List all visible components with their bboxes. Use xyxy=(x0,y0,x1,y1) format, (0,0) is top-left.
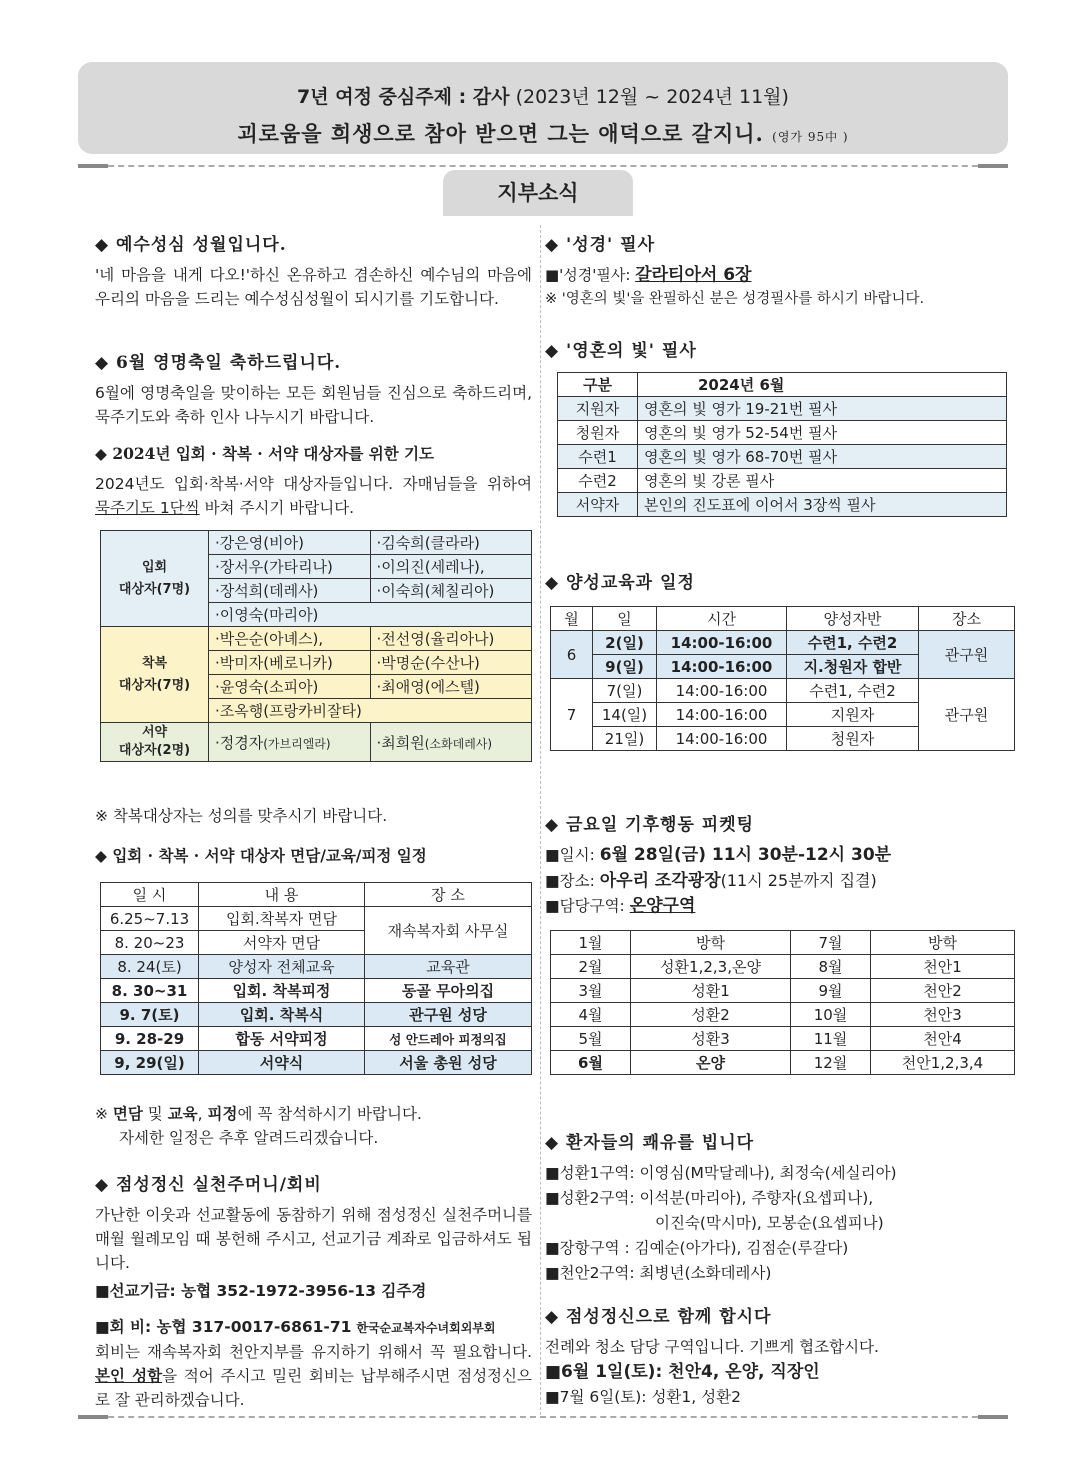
sacred-heart-title: ◆ 예수성심 성월입니다. xyxy=(95,235,287,255)
formation-section xyxy=(545,568,1015,601)
climate-table-wrap xyxy=(550,930,1015,1075)
candidate-cell: ·조옥행(프랑카비잘타) xyxy=(209,699,532,723)
quote-text: 괴로움을 희생으로 참아 받으면 그는 애덕으로 갈지니. xyxy=(237,121,764,146)
candidate-cell: ·박은순(아녜스), xyxy=(209,627,371,651)
feast-day-title: ◆ 6월 영명축일 축하드립니다. xyxy=(95,353,342,373)
schedule-notes: ※ 면담 및 교육, 피정에 꼭 참석하시기 바랍니다. 자세한 일정은 추후 알려드리겠습니다. xyxy=(95,1105,422,1147)
bible-copy-title: ◆ '성경' 필사 xyxy=(545,235,656,255)
soul-light-section xyxy=(545,336,1015,369)
climate-title: ◆ 금요일 기후행동 피켓팅 xyxy=(545,815,755,835)
climate-table: 1월 방학 7월 방학 2월 성환1,2,3,온양 8월 천안1 3월 성환1 9월 천안2 4월 성환2 10월 천안3 5월 성환3 11월 천안4 6월 온양 12월 천안1,2,3,4 xyxy=(550,930,1015,1075)
schedule-section xyxy=(95,844,532,874)
bible-copy-note: ※ '영혼의 빛'을 완필하신 분은 성경필사를 하시기 바랍니다. xyxy=(545,291,925,307)
sacred-heart-section xyxy=(95,230,532,311)
candidate-cell: ·전선영(율리아나) xyxy=(370,627,532,651)
bottom-cap-right xyxy=(978,1415,1008,1419)
dues-body: 가난한 이웃과 선교활동에 동참하기 위해 점성정신 실천주머니를 매월 월례모임 때 봉헌해 주시고, 선교기금 계좌로 입금하셔도 됩니다. xyxy=(95,1206,532,1272)
candidate-cell: ·최희원(소화데레사) xyxy=(370,723,532,762)
divider-cap-right xyxy=(978,164,1008,168)
top-divider xyxy=(78,165,1008,167)
quote-ref: (영가 95中 ) xyxy=(772,130,849,144)
dues-title: ◆ 점성정신 실천주머니/회비 xyxy=(95,1175,322,1195)
column-divider xyxy=(540,225,541,1415)
schedule-header: 내 용 xyxy=(199,883,365,907)
candidate-cell: ·정경자(가브리엘라) xyxy=(209,723,371,762)
climate-section: ◆ 금요일 기후행동 피켓팅 ■일시: 6월 28일(금) 11시 30분-12시 30분 ■장소: 아우리 조각광장(11시 25분까지 집결) ■담당구역: 온양구역 xyxy=(545,810,1015,919)
formation-table: 월 일 시간 양성자반 장소 6 2(일) 14:00-16:00 수련1, 수련2 관구원 9(일) 14:00-16:00 지.청원자 합반 7 7(일) 14:00-16:00 수련1, 수련2 관구원 14(일) 14:00-16:00 지원자 21일) 14:00-16:00 청원자 xyxy=(550,606,1015,751)
clothing-note: ※ 착복대상자는 성의를 맞추시기 바랍니다. xyxy=(95,807,388,825)
section-title: 지부소식 xyxy=(443,170,633,216)
candidate-cell: ·이숙희(체칠리아) xyxy=(370,579,532,603)
theme-title: 7년 여정 중심주제 : 감사 xyxy=(297,86,510,108)
candidate-cell: ·이영숙(마리아) xyxy=(209,603,532,627)
schedule-header: 장 소 xyxy=(365,883,532,907)
candidate-cell: ·최애영(에스텔) xyxy=(370,675,532,699)
bottom-cap-left xyxy=(78,1415,108,1419)
bottom-divider xyxy=(78,1416,1008,1418)
candidates-prayer-body: 2024년도 입회·착복·서약 대상자들입니다. 자매님들을 위하여 묵주기도 1단씩 바쳐 주시기 바랍니다. xyxy=(95,475,532,517)
sacred-heart-body: '네 마음을 내게 다오!'하신 온유하고 겸손하신 예수님의 마음에 우리의 마음을 드리는 예수성심성월이 되시기를 기도합니다. xyxy=(95,266,532,308)
candidates-prayer-title: ◆ 2024년 입회 · 착복 · 서약 대상자를 위한 기도 xyxy=(95,444,435,463)
header-banner xyxy=(78,62,1008,154)
theme-period: (2023년 12월 ~ 2024년 11월) xyxy=(515,86,789,108)
group-label-vows: 서약 대상자(2명) xyxy=(101,723,209,762)
formation-title: ◆ 양성교육과 일정 xyxy=(545,573,695,593)
candidate-cell: ·윤영숙(소피아) xyxy=(209,675,371,699)
schedule-table: 일 시 내 용 장 소 6.25~7.13 입회.착복자 면담 재속복자회 사무실 8. 20~23 서약자 면담 8. 24(토) 양성자 전체교육 교육관 8. 30~31 입회. 착복피정 동골 무아의집 9. 7(토) 입회. 착복식 관구원 성당 9. 28-29 합동 서약피정 성 안드레아 피정의집 9, 29(일) 서약식 서울 총원 성당 xyxy=(100,882,532,1075)
together-title: ◆ 점성정신으로 함께 합시다 xyxy=(545,1307,772,1327)
candidate-cell: ·김숙희(클라라) xyxy=(370,531,532,555)
candidate-cell: ·박명순(수산나) xyxy=(370,651,532,675)
fee-account: ■회 비: 농협 317-0017-6861-71 한국순교복자수녀회외부회 xyxy=(95,1318,496,1336)
header-theme xyxy=(78,82,1008,109)
group-label-admission: 입회 대상자(7명) xyxy=(101,531,209,627)
dues-body-2: 회비는 재속복자회 천안지부를 유지하기 위해서 꼭 필요합니다. 본인 성함을 적어 주시고 밀린 회비는 납부해주시면 점성정신으로 잘 관리하겠습니다. xyxy=(95,1343,532,1409)
schedule-header: 일 시 xyxy=(101,883,199,907)
soul-light-title: ◆ '영혼의 빛' 필사 xyxy=(545,341,697,361)
together-section: ◆ 점성정신으로 함께 합시다 전례와 청소 담당 구역입니다. 기쁘게 협조합시다. ■6월 1일(토): 천안4, 온양, 직장인 ■7월 6일(토): 성환1, 성환2 xyxy=(545,1302,1015,1410)
patients-section: ◆ 환자들의 쾌유를 빕니다 ■성환1구역: 이영심(M막달레나), 최정숙(세실리아) ■성환2구역: 이석분(마리아), 주향자(요셉피나), 이진숙(막시마), 모봉순(요셉피나) ■장항구역 : 김예순(아가다), 김점순(루갈다) ■천안2구역: 최병년(소화데레사) xyxy=(545,1128,1015,1286)
candidate-cell: ·이의진(세레나), xyxy=(370,555,532,579)
candidate-cell: ·박미자(베로니카) xyxy=(209,651,371,675)
feast-day-body: 6월에 영명축일을 맞이하는 모든 회원님들 진심으로 축하드리며, 묵주기도와 축하 인사 나누시기 바랍니다. xyxy=(95,384,532,426)
dues-section xyxy=(95,1170,532,1412)
candidates-table-wrap xyxy=(100,530,532,762)
candidate-cell: ·장석희(데레사) xyxy=(209,579,371,603)
feast-day-section xyxy=(95,348,532,429)
schedule-title: ◆ 입회 · 착복 · 서약 대상자 면담/교육/피정 일정 xyxy=(95,846,427,865)
schedule-table-wrap xyxy=(100,882,532,1075)
candidate-cell: ·강은영(비아) xyxy=(209,531,371,555)
rosary-emphasis: 묵주기도 1단씩 xyxy=(95,499,200,517)
soul-light-table-wrap xyxy=(557,372,1007,517)
header-quote xyxy=(78,118,1008,148)
mission-fund-account: ■선교기금: 농협 352-1972-3956-13 김주경 xyxy=(95,1282,427,1300)
candidates-prayer-section xyxy=(95,442,532,520)
candidate-cell: ·장서우(가타리나) xyxy=(209,555,371,579)
candidates-table xyxy=(100,530,532,762)
bible-copy-section: ◆ '성경' 필사 ■'성경'필사: 갈라티아서 6장 ※ '영혼의 빛'을 완필하신 분은 성경필사를 하시기 바랍니다. xyxy=(545,230,1015,311)
formation-table-wrap xyxy=(550,606,1015,751)
soul-light-table: 구분 2024년 6월 지원자 영혼의 빛 영가 19-21번 필사 청원자 영혼의 빛 영가 52-54번 필사 수련1 영혼의 빛 영가 68-70번 필사 수련2 영혼의 빛 강론 필사 서약자 본인의 진도표에 이어서 3장씩 필사 xyxy=(557,372,1007,517)
group-label-clothing: 착복 대상자(7명) xyxy=(101,627,209,723)
patients-title: ◆ 환자들의 쾌유를 빕니다 xyxy=(545,1133,755,1153)
divider-cap-left xyxy=(78,164,108,168)
